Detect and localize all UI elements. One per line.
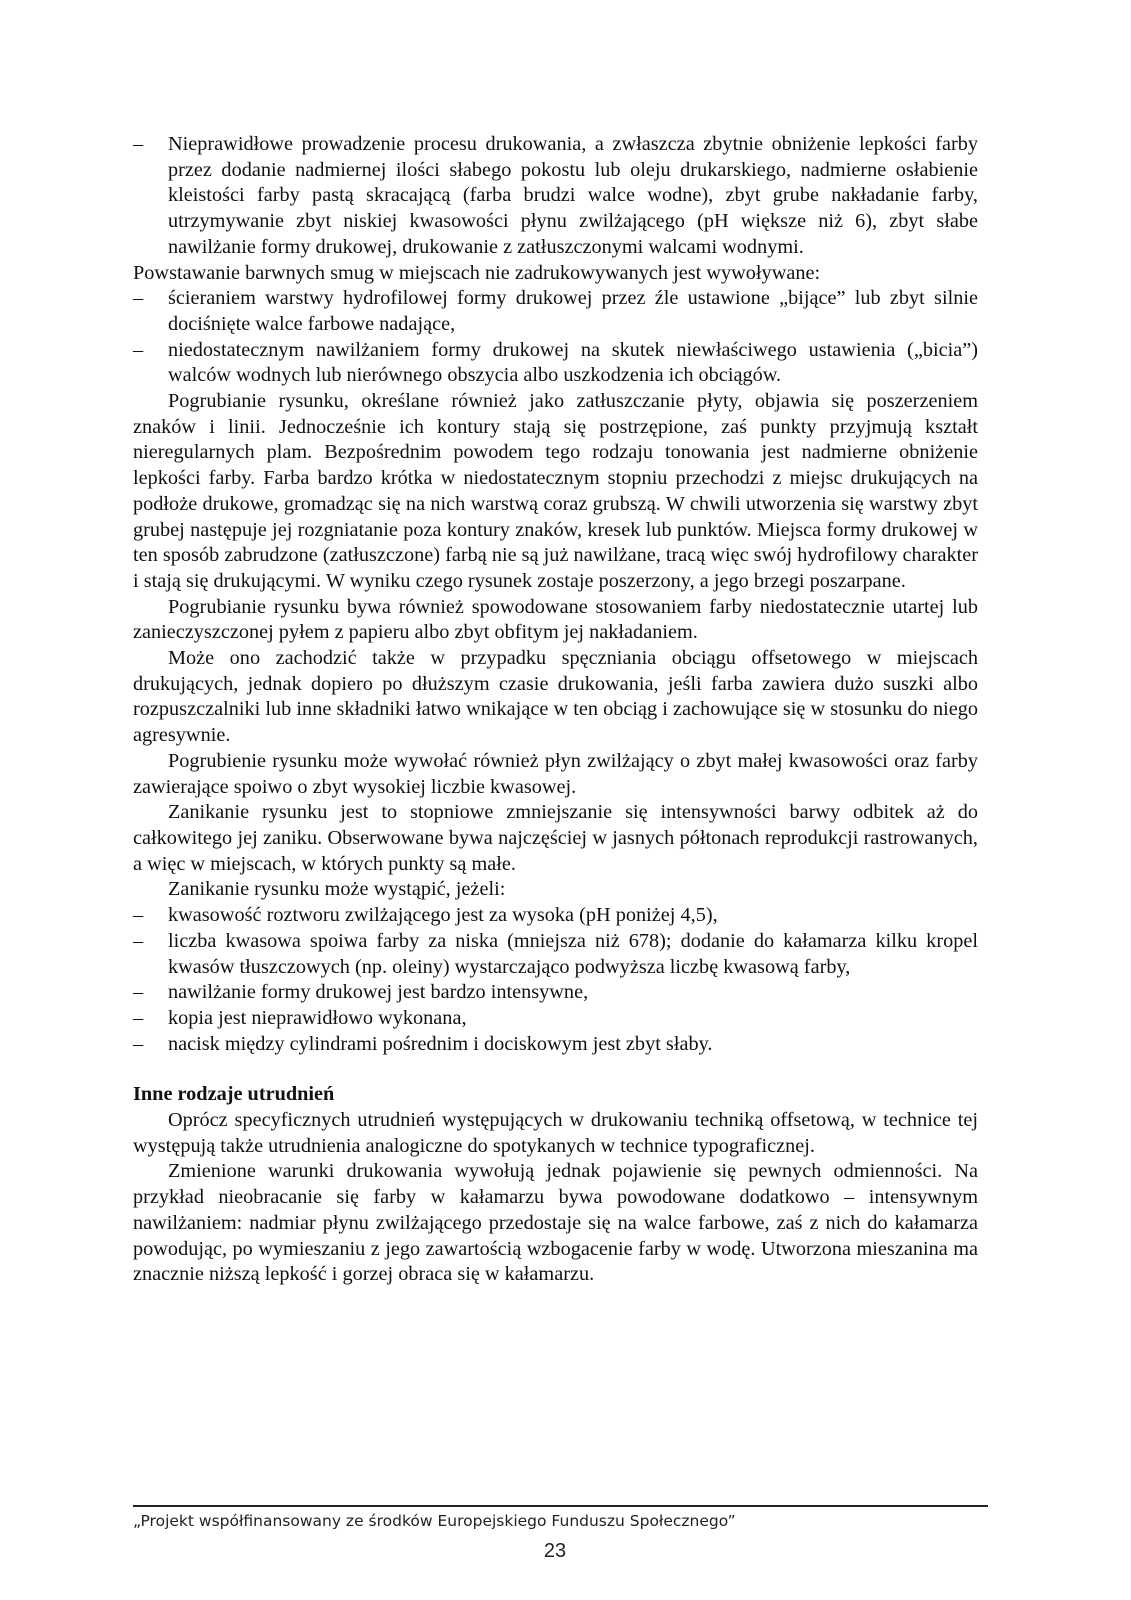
bullet-dash: – (133, 133, 144, 155)
list-item-text: niedostatecznym nawilżaniem formy drukowej na skutek niewłaściwego ustawienia („bicia”) walców wodnych lub nierównego obszycia albo uszkodzenia ich obciągów. (168, 338, 978, 387)
list-item-text: kwasowość roztworu zwilżającego jest za wysoka (pH poniżej 4,5), (168, 904, 718, 927)
footer-divider (133, 1505, 988, 1507)
paragraph: Powstawanie barwnych smug w miejscach nie zadrukowywanych jest wywoływane: (133, 261, 821, 284)
paragraph: Może ono zachodzić także w przypadku spęczniania obciągu offsetowego w miejscach drukujących, jednak dopiero po dłuższym czasie drukowania, jeśli farba zawiera dużo suszki albo rozpuszczalniki lub inne składniki łatwo wnikające w ten obciąg i zachowujące się w stosunku do niego agresywnie. (133, 647, 978, 747)
page-number: 23 (543, 1540, 567, 1562)
paragraph: Pogrubianie rysunku bywa również spowodowane stosowaniem farby niedostatecznie utartej lub zanieczyszczonej pyłem z papieru albo zbyt obfitym jej nakładaniem. (133, 595, 978, 644)
page-body (133, 132, 978, 1288)
list-item-text: liczba kwasowa spoiwa farby za niska (mniejsza niż 678); dodanie do kałamarza kilku kropel kwasów tłuszczowych (np. oleiny) wystarczająco podwyższa liczbę kwasową farby, (168, 929, 978, 978)
bullet-dash: – (133, 981, 144, 1004)
bullet-dash: – (133, 904, 144, 927)
paragraph: Oprócz specyficznych utrudnień występujących w drukowaniu techniką offsetową, w technice tej występują także utrudnienia analogiczne do spotykanych w technice typograficznej. (133, 1109, 978, 1157)
list-item (133, 1032, 978, 1058)
bullet-dash: – (133, 338, 144, 361)
bullet-dash: – (133, 1006, 144, 1029)
bullet-dash: – (133, 287, 144, 310)
list-item (133, 980, 978, 1006)
list-item (133, 903, 978, 929)
bullet-dash: – (133, 929, 144, 952)
list-item (133, 1006, 978, 1032)
paragraph: Zanikanie rysunku jest to stopniowe zmniejszanie się intensywności barwy odbitek aż do całkowitego jej zaniku. Obserwowane bywa najczęściej w jasnych półtonach reprodukcji rastrowanych, a więc w miejscach, w których punkty są małe. (133, 801, 978, 875)
list-item-text: ścieraniem warstwy hydrofilowej formy drukowej przez źle ustawione „bijące” lub zbyt silnie dociśnięte walce farbowe nadające, (168, 287, 978, 335)
bullet-dash: – (133, 1032, 144, 1055)
footer-funding-note: „Projekt współfinansowany ze środków Europejskiego Funduszu Społecznego” (133, 1512, 736, 1530)
paragraph: Zanikanie rysunku może wystąpić, jeżeli: (168, 878, 506, 901)
paragraph: Zmienione warunki drukowania wywołują jednak pojawienie się pewnych odmienności. Na przykład nieobracanie się farby w kałamarzu bywa powodowane dodatkowo – intensywnym nawilżaniem: nadmiar płynu zwilżającego przedostaje się na walce farbowe, zaś z nich do kałamarza powodując, po wymieszaniu z jego zawartością wzbogacenie farby w wodę. Utworzona mieszanina ma znacznie niższą lepkość i gorzej obraca się w kałamarzu. (133, 1160, 978, 1286)
list-item-text: kopia jest nieprawidłowo wykonana, (168, 1006, 467, 1029)
list-item (133, 338, 978, 389)
list-item (133, 132, 978, 261)
list-item-text: nacisk między cylindrami pośrednim i dociskowym jest zbyt słaby. (168, 1032, 713, 1055)
list-item (133, 929, 978, 980)
paragraph: Pogrubienie rysunku może wywołać również płyn zwilżający o zbyt małej kwasowości oraz farby zawierające spoiwo o zbyt wysokiej liczbie kwasowej. (133, 749, 978, 798)
paragraph: Pogrubianie rysunku, określane również jako zatłuszczanie płyty, objawia się poszerzeniem znaków i linii. Jednocześnie ich kontury stają się postrzępione, zaś punkty przyjmują kształt nieregularnych plam. Bezpośrednim powodem tego rodzaju tonowania jest nadmierne obniżenie lepkości farby. Farba bardzo krótka w niedostatecznym stopniu przechodzi z miejsc drukujących na podłoże drukowe, gromadząc się na nich warstwą coraz grubszą. W chwili utworzenia się warstwy zbyt grubej następuje jej rozgniatanie poza kontury znaków, kresek lub punktów. Miejsca formy drukowej w ten sposób zabrudzone (zatłuszczone) farbą nie są już nawilżane, tracą więc swój hydrofilowy charakter i stają się drukującymi. W wyniku czego rysunek zostaje poszerzony, a jego brzegi poszarpane. (133, 390, 978, 592)
section-heading: Inne rodzaje utrudnień (133, 1083, 335, 1106)
list-item (133, 286, 978, 337)
list-item-text: nawilżanie formy drukowej jest bardzo intensywne, (168, 981, 589, 1004)
list-item-text: Nieprawidłowe prowadzenie procesu drukowania, a zwłaszcza zbytnie obniżenie lepkości farby przez dodanie nadmiernej ilości słabego pokostu lub oleju drukarskiego, nadmierne osłabienie kleistości farby pastą skracającą (farba brudzi walce wodne), zbyt grube nakładanie farby, utrzymywanie zbyt niskiej kwasowości płynu zwilżającego (pH większe niż 6), zbyt słabe nawilżanie formy drukowej, drukowanie z zatłuszczonymi walcami wodnymi. (168, 133, 978, 258)
